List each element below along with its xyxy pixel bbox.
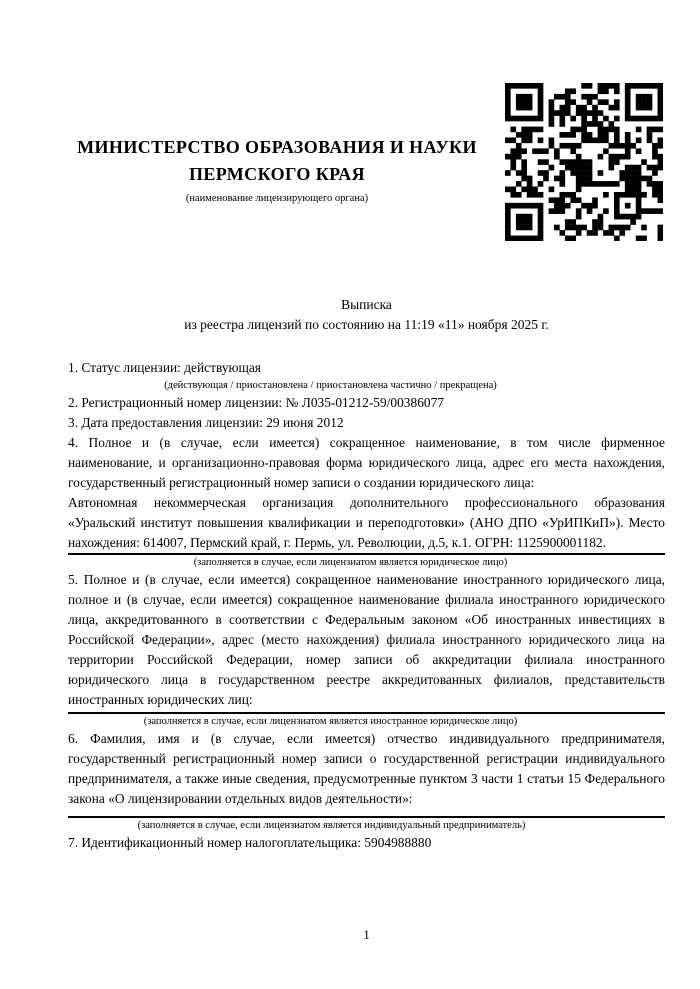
field-legal-entity-caption: (заполняется в случае, если лицензиатом является юридическое лицо)	[193, 557, 508, 568]
field-foreign-entity-caption: (заполняется в случае, если лицензиатом является иностранное юридическое лицо)	[143, 716, 518, 727]
ministry-name-line2: ПЕРМСКОГО КРАЯ	[188, 164, 366, 184]
field-grant-date: 3. Дата предоставления лицензии: 29 июня 2012	[68, 415, 344, 430]
ministry-header	[66, 134, 488, 206]
field-foreign-entity-label: 5. Полное и (в случае, если имеется) сокращенное наименование иностранного юридического лица, полное и (в случае, если имеется) сокращенное наименование филиала иностранного юридического лица, аккредитованного в соответствии с Федеральным законом «Об иностранных инвестициях в Российской Федерации», адрес (место нахождения) филиала иностранного юридического лица на территории Российской Федерации, номер записи об аккредитации филиала иностранного юридического лица в государственном реестре аккредитованных филиалов, представительств иностранных юридических лиц:	[68, 572, 665, 707]
field-registration-number: 2. Регистрационный номер лицензии: № Л035-01212-59/00386077	[68, 395, 444, 410]
field-license-status: 1. Статус лицензии: действующая	[68, 360, 261, 375]
ministry-caption: (наименование лицензирующего органа)	[185, 193, 369, 204]
field-individual-caption: (заполняется в случае, если лицензиатом является индивидуальный предприниматель)	[137, 820, 526, 831]
qr-code-icon	[505, 83, 663, 241]
field-legal-entity-value: Автономная некоммерческая организация дополнительного профессионального образования «Уральский институт повышения квалификации и переподготовки» (АНО ДПО «УрИПКиП»). Место нахождения: 614007, Пермский край, г. Пермь, ул. Революции, д.5, к.1. ОГРН: 1125900001182.	[68, 495, 665, 550]
page-number: 1	[363, 927, 370, 942]
document-title-line2: из реестра лицензий по состоянию на 11:19 «11» ноября 2025 г.	[184, 317, 549, 332]
ministry-name-line1: МИНИСТЕРСТВО ОБРАЗОВАНИЯ И НАУКИ	[77, 137, 477, 157]
field-taxpayer-number: 7. Идентификационный номер налогоплательщика: 5904988880	[68, 835, 432, 850]
document-body	[68, 358, 665, 853]
field-legal-entity-label: 4. Полное и (в случае, если имеется) сокращенное наименование, в том числе фирменное наименование, и организационно-правовая форма юридического лица, адрес его места нахождения, государственный регистрационный номер записи о создании юридического лица:	[68, 435, 665, 490]
field-individual-label: 6. Фамилия, имя и (в случае, если имеется) отчество индивидуального предпринимателя, государственный регистрационный номер записи о государственной регистрации индивидуального предпринимателя, а также иные сведения, предусмотренные пунктом 3 части 1 статьи 15 Федерального закона «О лицензировании отдельных видов деятельности»:	[68, 731, 665, 806]
document-title-line1: Выписка	[341, 297, 392, 312]
field-license-status-caption: (действующая / приостановлена / приостановлена частично / прекращена)	[164, 380, 497, 391]
document-title	[68, 295, 665, 335]
